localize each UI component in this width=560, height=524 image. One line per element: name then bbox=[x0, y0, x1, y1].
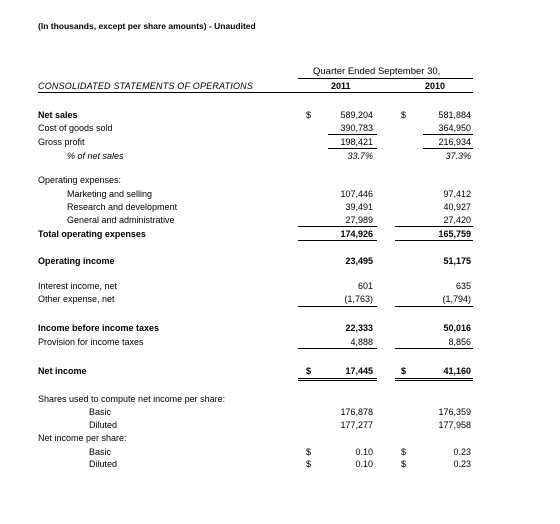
interest-income-2011: 601 bbox=[357, 281, 373, 291]
dollar-sign: $ bbox=[306, 110, 312, 120]
net-income-2011: 17,445 bbox=[345, 366, 373, 376]
marketing-2011: 107,446 bbox=[340, 189, 373, 199]
marketing-2010: 97,412 bbox=[443, 189, 471, 199]
net-income-rule-2011-a bbox=[298, 378, 377, 379]
total-opex-underline-2011 bbox=[298, 240, 377, 241]
interest-income-2010: 635 bbox=[455, 281, 471, 291]
rnd-label: Research and development bbox=[67, 202, 178, 212]
provision-tax-underline-2010 bbox=[395, 348, 473, 349]
gna-2011: 27,989 bbox=[345, 215, 373, 225]
net-sales-label: Net sales bbox=[38, 110, 78, 120]
other-expense-underline-2011 bbox=[298, 306, 377, 307]
gna-2010: 27,420 bbox=[443, 215, 471, 225]
marketing-label: Marketing and selling bbox=[67, 189, 153, 199]
provision-tax-2011: 4,888 bbox=[350, 337, 373, 347]
gna-underline-2010 bbox=[395, 226, 473, 227]
provision-tax-label: Provision for income taxes bbox=[38, 337, 144, 347]
net-income-rule-2010-b bbox=[395, 380, 473, 381]
income-before-tax-2010: 50,016 bbox=[443, 323, 471, 333]
cogs-underline-2011 bbox=[328, 134, 377, 135]
dollar-sign: $ bbox=[401, 459, 407, 469]
opex-header: Operating expenses: bbox=[38, 175, 122, 185]
other-expense-2010: (1,794) bbox=[442, 294, 471, 304]
dollar-sign: $ bbox=[306, 459, 312, 469]
shares-diluted-2010: 177,958 bbox=[438, 420, 471, 430]
total-opex-2011: 174,926 bbox=[340, 229, 373, 239]
total-opex-2010: 165,759 bbox=[438, 229, 471, 239]
total-opex-label: Total operating expenses bbox=[38, 229, 146, 239]
dollar-sign: $ bbox=[401, 110, 407, 120]
header-rule bbox=[38, 92, 473, 93]
eps-basic-label: Basic bbox=[89, 447, 112, 457]
net-sales-2010: 581,884 bbox=[438, 110, 471, 120]
shares-header: Shares used to compute net income per share: bbox=[38, 394, 226, 404]
cogs-label: Cost of goods sold bbox=[38, 123, 113, 133]
other-expense-2011: (1,763) bbox=[344, 294, 373, 304]
gross-profit-2010: 216,934 bbox=[438, 137, 471, 147]
income-before-tax-label: Income before income taxes bbox=[38, 323, 160, 333]
shares-diluted-label: Diluted bbox=[89, 420, 118, 430]
other-expense-underline-2010 bbox=[395, 306, 473, 307]
pct-net-sales-2011: 33.7% bbox=[347, 151, 373, 161]
eps-header: Net income per share: bbox=[38, 433, 127, 443]
cogs-underline-2010 bbox=[423, 134, 473, 135]
shares-basic-label: Basic bbox=[89, 407, 112, 417]
shares-basic-2011: 176,878 bbox=[340, 407, 373, 417]
net-income-label: Net income bbox=[38, 366, 87, 376]
pct-net-sales-label: % of net sales bbox=[67, 151, 124, 161]
statement-title: CONSOLIDATED STATEMENTS OF OPERATIONS bbox=[38, 81, 254, 91]
gross-profit-2011: 198,421 bbox=[340, 137, 373, 147]
cogs-2011: 390,783 bbox=[340, 123, 373, 133]
year-2010-header: 2010 bbox=[425, 81, 446, 91]
operating-income-2011: 23,495 bbox=[345, 256, 373, 266]
eps-diluted-2011: 0.10 bbox=[355, 459, 373, 469]
gna-underline-2011 bbox=[298, 226, 377, 227]
units-note: (In thousands, except per share amounts) - Unaudited bbox=[38, 21, 256, 31]
net-income-2010: 41,160 bbox=[443, 366, 471, 376]
net-income-rule-2010-a bbox=[395, 378, 473, 379]
rnd-2010: 40,927 bbox=[443, 202, 471, 212]
other-expense-label: Other expense, net bbox=[38, 294, 115, 304]
net-sales-2011: 589,204 bbox=[340, 110, 373, 120]
dollar-sign: $ bbox=[306, 447, 312, 457]
pct-net-sales-2010: 37.3% bbox=[445, 151, 471, 161]
operating-income-label: Operating income bbox=[38, 256, 115, 266]
shares-diluted-2011: 177,277 bbox=[340, 420, 373, 430]
operating-income-2010: 51,175 bbox=[443, 256, 471, 266]
dollar-sign: $ bbox=[401, 366, 407, 376]
interest-income-label: Interest income, net bbox=[38, 281, 118, 291]
gna-label: General and administrative bbox=[67, 215, 175, 225]
eps-basic-2010: 0.23 bbox=[453, 447, 471, 457]
income-before-tax-2011: 22,333 bbox=[345, 323, 373, 333]
shares-basic-2010: 176,359 bbox=[438, 407, 471, 417]
year-2011-header: 2011 bbox=[331, 81, 351, 91]
rnd-2011: 39,491 bbox=[345, 202, 373, 212]
provision-tax-2010: 8,856 bbox=[448, 337, 471, 347]
period-underline bbox=[298, 78, 473, 79]
provision-tax-underline-2011 bbox=[298, 348, 377, 349]
dollar-sign: $ bbox=[401, 447, 407, 457]
eps-diluted-2010: 0.23 bbox=[453, 459, 471, 469]
cogs-2010: 364,950 bbox=[438, 123, 471, 133]
gross-profit-label: Gross profit bbox=[38, 137, 85, 147]
period-label: Quarter Ended September 30, bbox=[313, 66, 441, 77]
total-opex-underline-2010 bbox=[395, 240, 473, 241]
dollar-sign: $ bbox=[306, 366, 312, 376]
gross-profit-underline-2010 bbox=[423, 148, 473, 149]
eps-basic-2011: 0.10 bbox=[355, 447, 373, 457]
gross-profit-underline-2011 bbox=[328, 148, 377, 149]
net-income-rule-2011-b bbox=[298, 380, 377, 381]
eps-diluted-label: Diluted bbox=[89, 459, 118, 469]
